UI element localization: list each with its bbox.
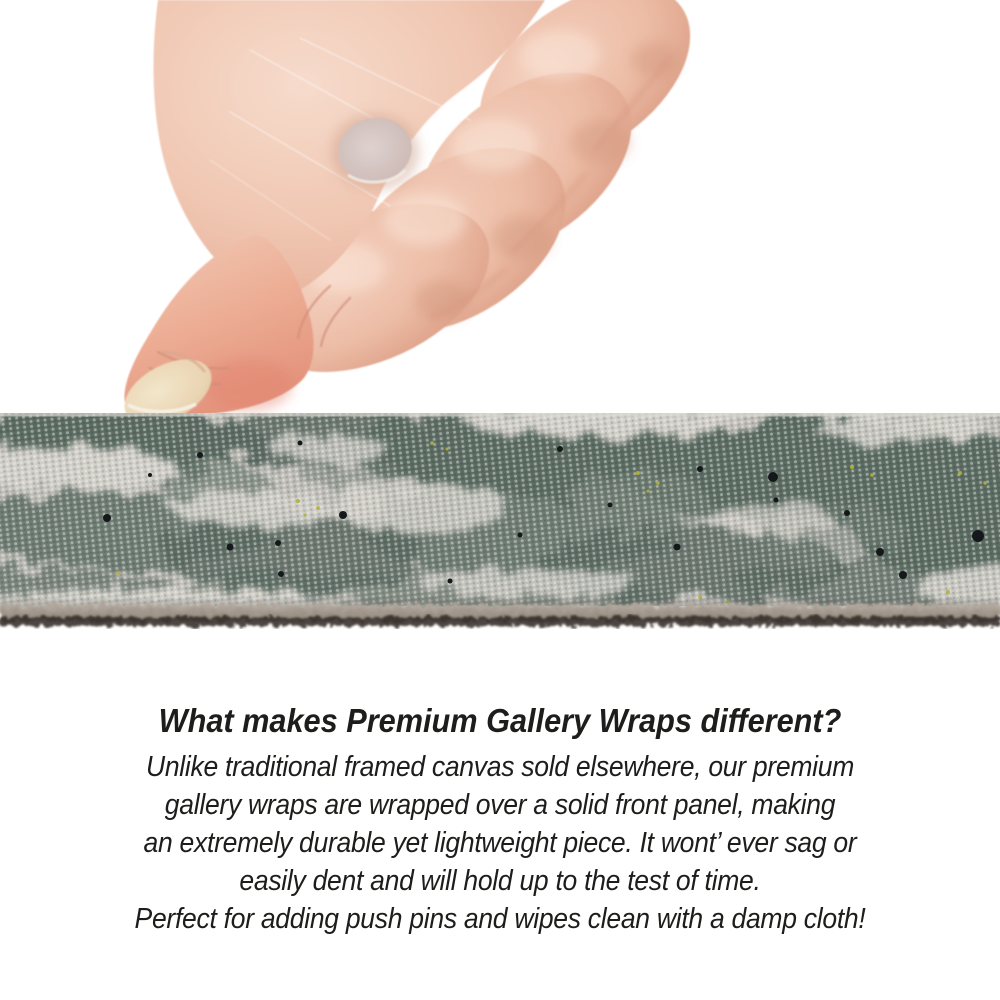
copy-line-1: Unlike traditional framed canvas sold elsewhere, our premium: [145, 751, 855, 783]
marketing-copy: [35, 701, 965, 938]
copy-line-5: Perfect for adding push pins and wipes clean with a damp cloth!: [134, 903, 866, 935]
hand-photo: [0, 0, 1000, 420]
copy-line-3: an extremely durable yet lightweight piece. It wont’ ever sag or: [143, 827, 857, 859]
copy-line-4: easily dent and will hold up to the test of time.: [239, 865, 761, 897]
panel-bottom-edge: [0, 599, 1000, 626]
canvas-edge-photo: [0, 413, 1000, 630]
copy-line-2: gallery wraps are wrapped over a solid front panel, making: [164, 789, 836, 821]
copy-heading: What makes Premium Gallery Wraps different?: [158, 702, 842, 739]
